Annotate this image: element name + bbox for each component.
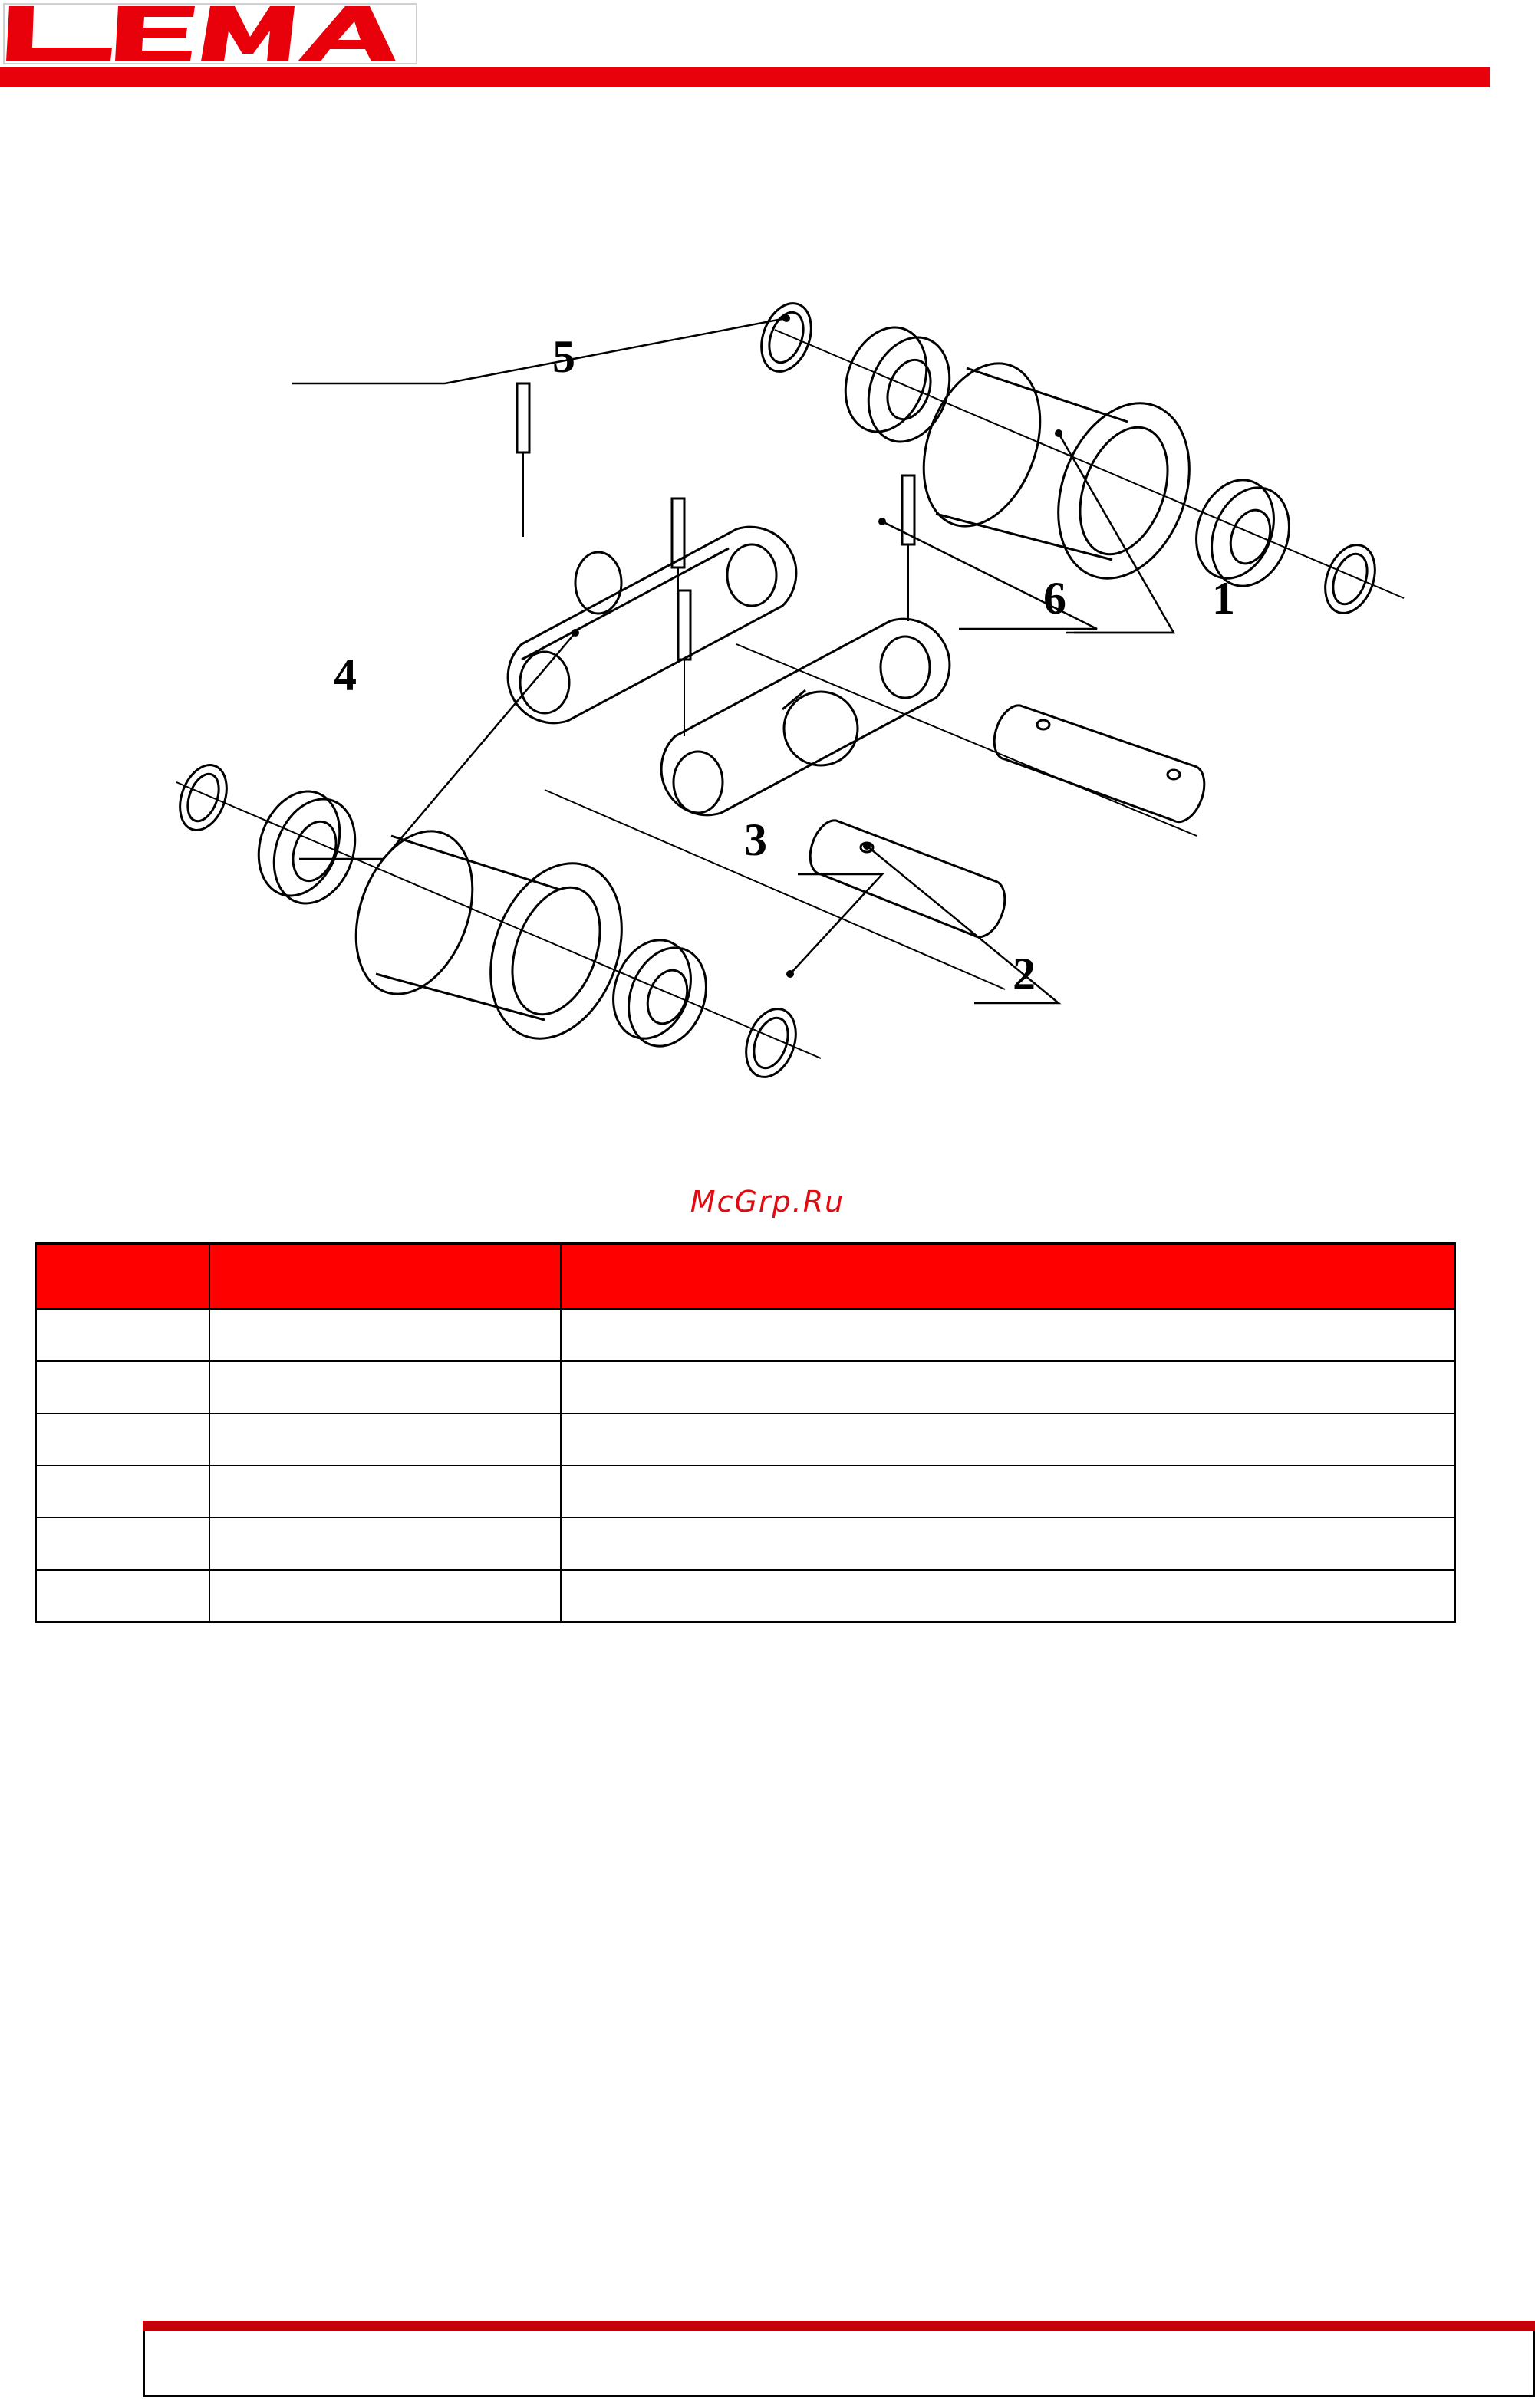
lower-bushing-left <box>245 780 369 915</box>
table-header-row <box>36 1244 1455 1309</box>
page-header <box>0 0 1490 92</box>
lower-ring-right <box>737 1002 805 1084</box>
table-cell <box>209 1361 561 1413</box>
footer-rule <box>143 2321 1535 2331</box>
table-cell <box>36 1570 209 1622</box>
table-cell <box>561 1309 1455 1361</box>
lower-ring-left <box>172 758 236 837</box>
header-cell <box>36 1244 209 1309</box>
callout-5: 5 <box>552 331 575 382</box>
table-row <box>36 1309 1455 1361</box>
callout-6: 6 <box>1043 573 1066 623</box>
header-cell <box>209 1244 561 1309</box>
lema-logo <box>3 3 417 64</box>
upper-bushing-left <box>832 316 963 453</box>
callout-2: 2 <box>1013 949 1036 999</box>
table-cell <box>561 1413 1455 1466</box>
watermark: McGrp.Ru <box>690 1185 845 1219</box>
table-row <box>36 1466 1455 1518</box>
callout-3: 3 <box>744 814 767 865</box>
header-rule <box>0 67 1490 87</box>
table-cell <box>209 1309 561 1361</box>
upper-ring-left <box>753 297 820 379</box>
table-cell <box>209 1466 561 1518</box>
table-row <box>36 1570 1455 1622</box>
footer-box <box>143 2331 1535 2397</box>
table-cell <box>561 1518 1455 1570</box>
table-cell <box>36 1361 209 1413</box>
table-cell <box>36 1466 209 1518</box>
leader-lines <box>292 318 1174 1003</box>
table-cell <box>209 1413 561 1466</box>
table-cell <box>209 1518 561 1570</box>
table-cell <box>36 1413 209 1466</box>
roll-pins <box>517 383 914 736</box>
lower-roller <box>335 815 645 1058</box>
exploded-parts-diagram <box>161 284 1419 1089</box>
lower-bushing-right <box>600 929 719 1058</box>
table-row <box>36 1413 1455 1466</box>
table-cell <box>36 1518 209 1570</box>
upper-bushing-right <box>1183 469 1302 597</box>
table-cell <box>209 1570 561 1622</box>
callout-4: 4 <box>334 650 357 700</box>
upper-ring-right <box>1316 538 1384 620</box>
table-cell <box>561 1361 1455 1413</box>
callout-1: 1 <box>1212 573 1235 623</box>
header-cell <box>561 1244 1455 1309</box>
pin-upper <box>994 706 1204 822</box>
table-cell <box>561 1570 1455 1622</box>
parts-table <box>35 1242 1456 1623</box>
table-cell <box>36 1309 209 1361</box>
table-row <box>36 1518 1455 1570</box>
table-cell <box>561 1466 1455 1518</box>
table-row <box>36 1361 1455 1413</box>
